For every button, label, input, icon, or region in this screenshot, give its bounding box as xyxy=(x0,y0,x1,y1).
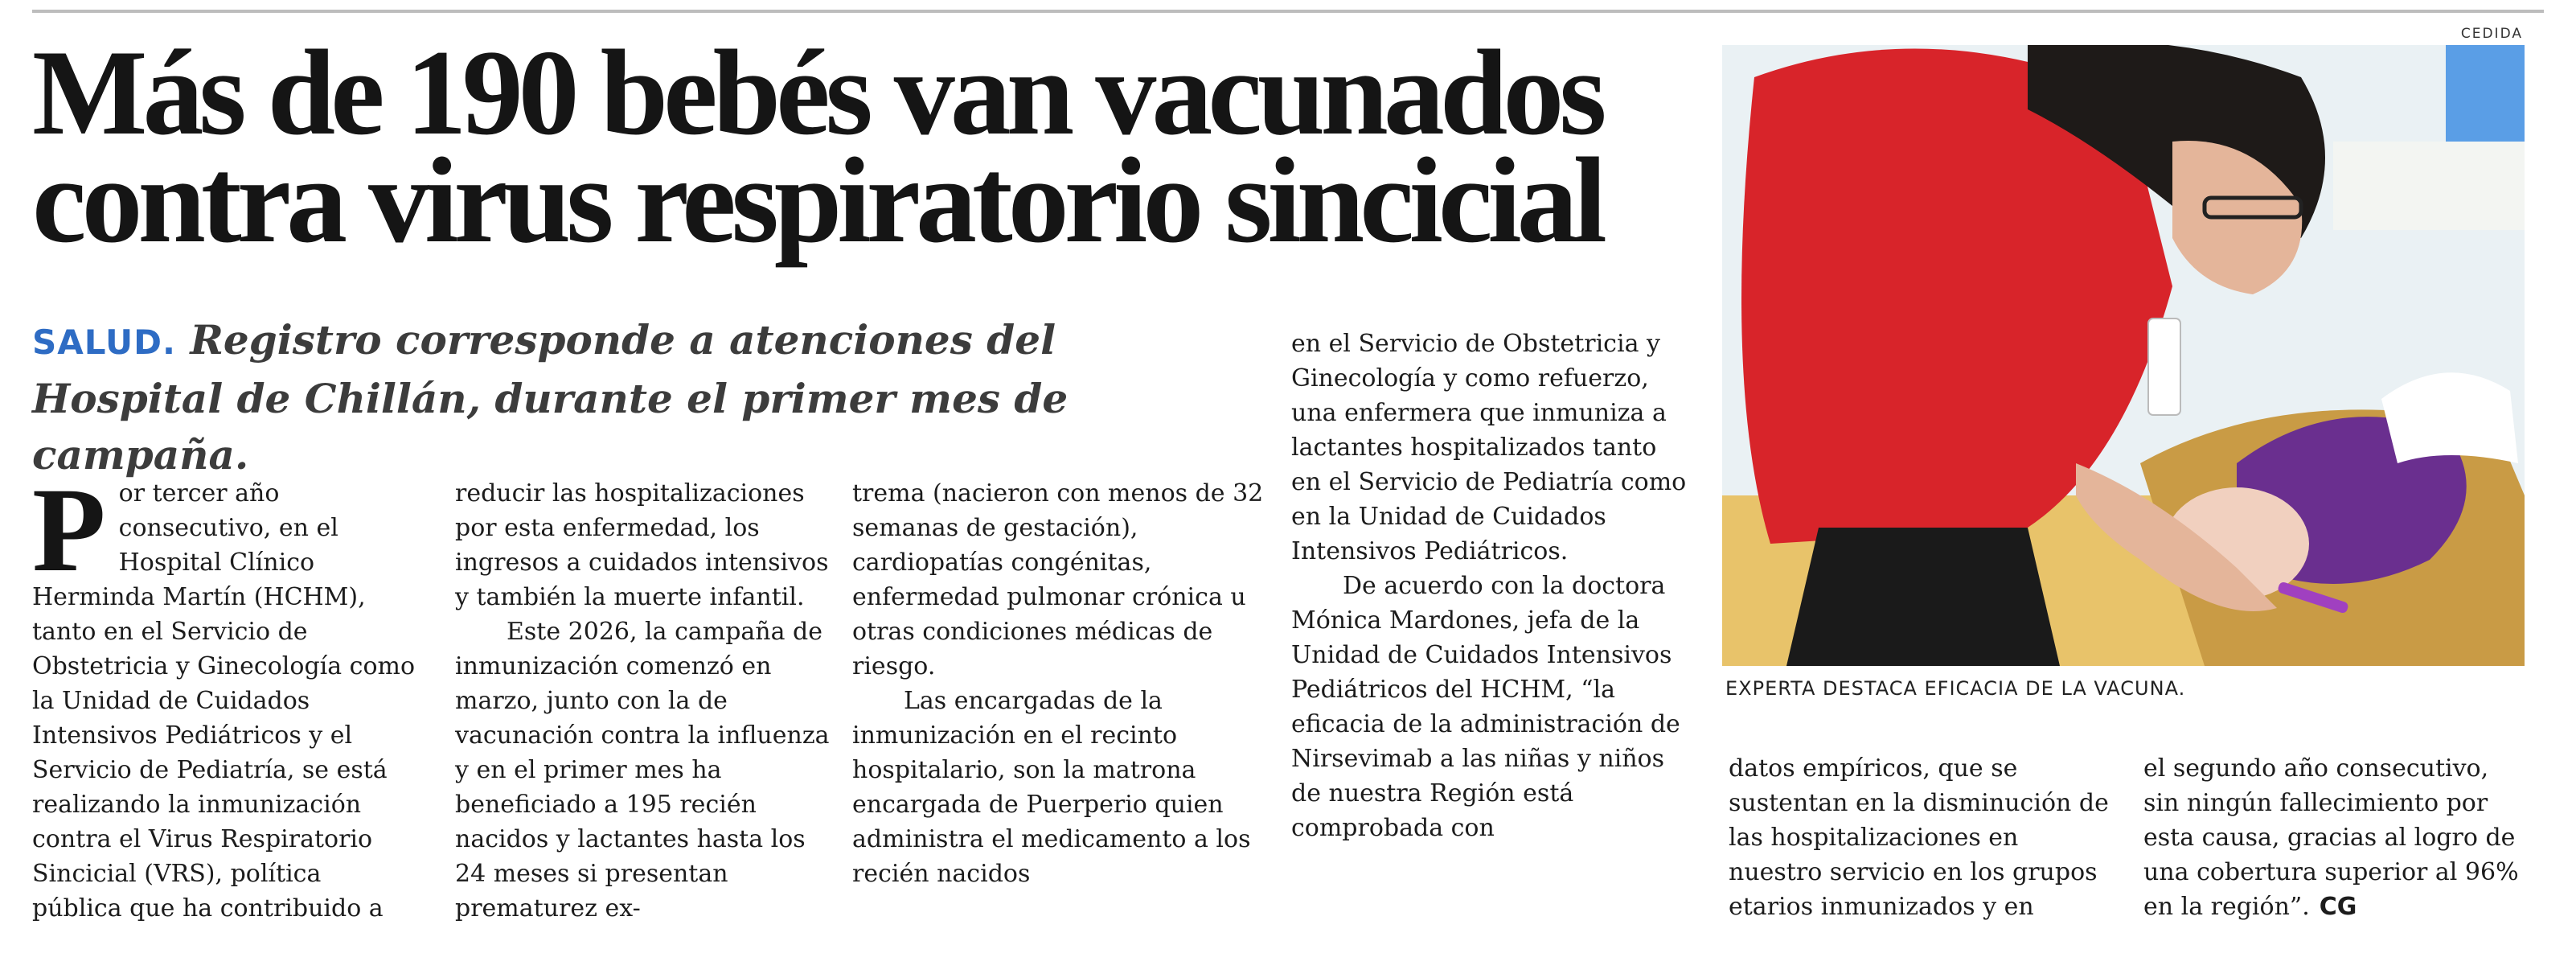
headline-line-1: Más de 190 bebés van vacunados xyxy=(32,25,1602,160)
paragraph-5: De acuerdo con la doctora Mónica Mardones, jefa de la Unidad de Cuidados Intensivos Pediátricos del HCHM, “la eficacia de la administración de Nirsevimab a las niñas y niños de nuestra Región está comprobada con xyxy=(1291,572,1680,842)
nurse-vaccinating-baby-illustration xyxy=(1722,45,2525,666)
paragraph-3: Este 2026, la campaña de inmunización comenzó en marzo, junto con la de vacunación contra la influenza y en el primer mes ha beneficiado a 195 recién nacidos y lactantes hasta los 24 meses si presentan prematurez ex- xyxy=(455,618,830,923)
paragraph-3-cont: trema (nacieron con menos de 32 semanas de gestación), cardiopatías congénitas, enfermedad pulmonar crónica u otras condiciones médicas de riesgo. xyxy=(852,479,1264,680)
photo-caption: EXPERTA DESTACA EFICACIA DE LA VACUNA. xyxy=(1725,677,2186,700)
headline xyxy=(32,25,1704,268)
article-photo xyxy=(1722,45,2525,666)
article-column-6 xyxy=(2143,751,2526,924)
headline-line-2: contra virus respiratorio sincicial xyxy=(32,133,1602,268)
article-column-5 xyxy=(1729,751,2111,924)
paragraph-5-cont: datos empíricos, que se sustentan en la disminución de las hospitalizaciones en nuestro servicio en los grupos etarios inmunizados y en xyxy=(1729,754,2109,921)
nurse-dark-pants xyxy=(1786,528,2060,666)
paragraph-6 xyxy=(2143,751,2526,924)
shelf xyxy=(2333,142,2525,230)
paragraph-1-text: or tercer año consecutivo, en el Hospital Clínico Herminda Martín (HCHM), tanto en el Servicio de Obstetricia y Ginecología como la Unidad de Cuidados Intensivos Pediátricos y el Servicio de Pediatría, se está realizando la inmunización contra el Virus Respiratorio Sincicial (VRS), política pública que ha contribuido a xyxy=(32,479,416,923)
paragraph-4: Las encargadas de la inmunización en el recinto hospitalario, son la matrona encargada de Puerperio quien administra el medicamento a los recién nacidos xyxy=(852,687,1251,888)
article-column-3 xyxy=(852,476,1278,891)
end-mark: CG xyxy=(2319,893,2357,921)
dek xyxy=(32,312,1254,483)
paragraph-1 xyxy=(32,463,418,926)
article-column-4 xyxy=(1291,327,1693,845)
section-kicker: SALUD. xyxy=(32,323,176,362)
paragraph-6-text: el segundo año consecutivo, sin ningún fallecimiento por esta causa, gracias al logro de una cobertura superior al 96% en la región”. xyxy=(2143,754,2519,921)
dek-text: Registro corresponde a atenciones del Hospital de Chillán, durante el primer mes de campaña. xyxy=(32,316,1069,479)
photo-credit: CEDIDA xyxy=(2460,26,2523,42)
paragraph-4-cont: en el Servicio de Obstetricia y Ginecología y como refuerzo, una enfermera que inmuniza a lactantes hospitalizados tanto en el Servicio de Pediatría como en la Unidad de Cuidados Intensivos Pediátricos. xyxy=(1291,330,1687,565)
id-badge xyxy=(2148,318,2180,415)
drop-cap: P xyxy=(32,463,106,597)
article-column-1 xyxy=(32,463,418,926)
article-column-2 xyxy=(455,476,833,926)
white-blanket xyxy=(2381,372,2518,463)
top-rule xyxy=(32,10,2544,13)
paragraph-2: reducir las hospitalizaciones por esta enfermedad, los ingresos a cuidados intensivos y también la muerte infantil. xyxy=(455,479,829,611)
